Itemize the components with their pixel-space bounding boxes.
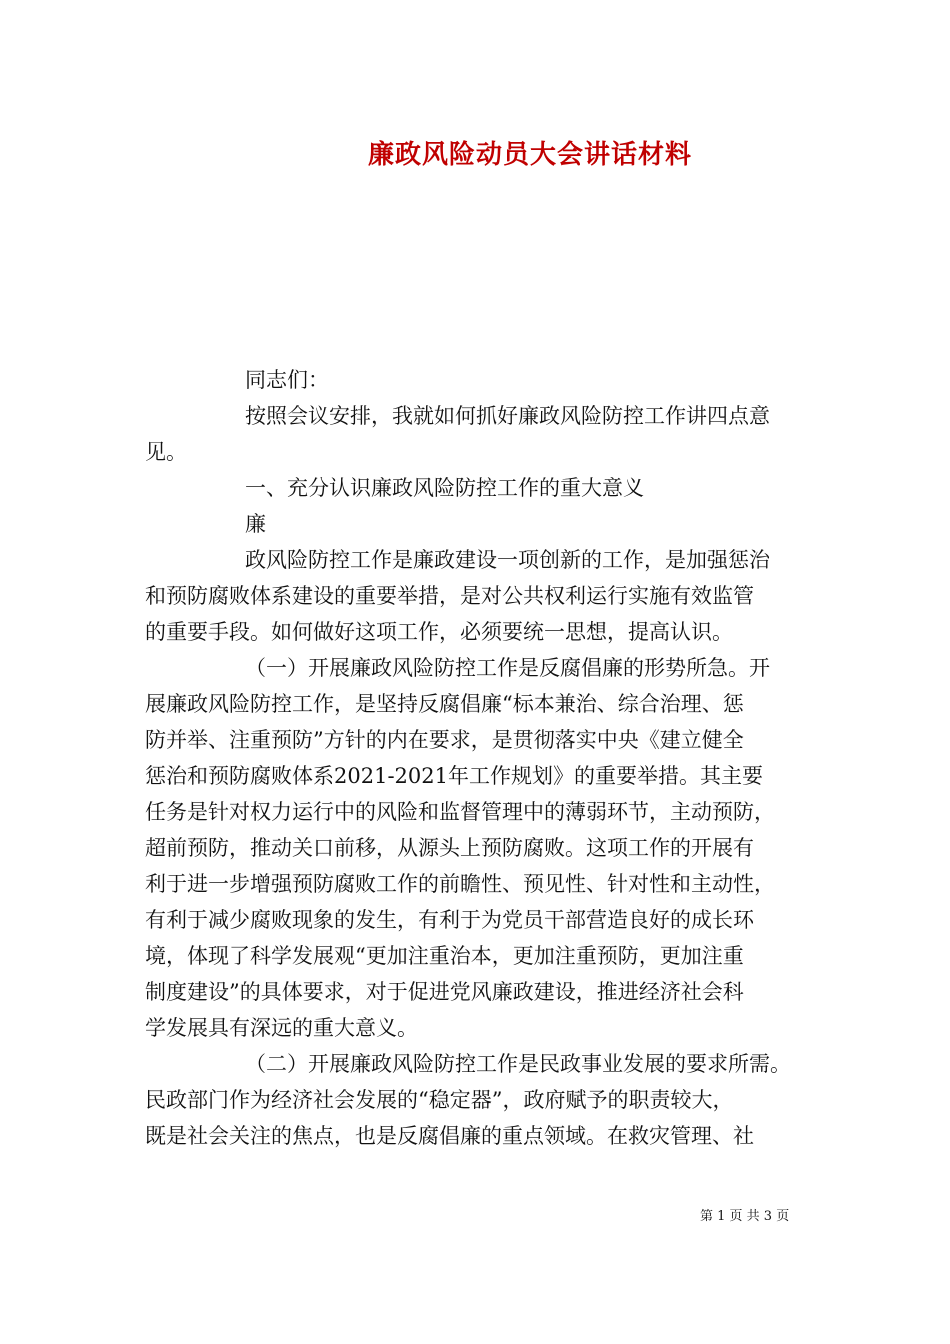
text-line: 的重要手段。如何做好这项工作，必须要统一思想，提高认识。 <box>145 620 733 644</box>
text-line: 惩治和预防腐败体系2021-2021年工作规划》的重要举措。其主要 <box>145 764 763 788</box>
text-line: （二）开展廉政风险防控工作是民政事业发展的要求所需。 <box>245 1052 791 1076</box>
text-line: 既是社会关注的焦点，也是反腐倡廉的重点领域。在救灾管理、社 <box>145 1124 754 1148</box>
document-title: 廉政风险动员大会讲话材料 <box>367 140 692 170</box>
text-line: 境，体现了科学发展观“更加注重治本，更加注重预防，更加注重 <box>145 944 744 968</box>
text-line: 有利于减少腐败现象的发生，有利于为党员干部营造良好的成长环 <box>145 908 754 932</box>
text-line: 超前预防，推动关口前移，从源头上预防腐败。这项工作的开展有 <box>145 836 754 860</box>
text-line: 按照会议安排，我就如何抓好廉政风险防控工作讲四点意 <box>245 404 770 428</box>
text-line: 和预防腐败体系建设的重要举措，是对公共权利运行实施有效监管 <box>145 584 754 608</box>
text-line: 任务是针对权力运行中的风险和监督管理中的薄弱环节，主动预防， <box>145 800 775 824</box>
text-line: 学发展具有深远的重大意义。 <box>145 1016 418 1040</box>
text-line: 展廉政风险防控工作，是坚持反腐倡廉“标本兼治、综合治理、惩 <box>145 692 744 716</box>
text-line: 制度建设”的具体要求，对于促进党风廉政建设，推进经济社会科 <box>145 980 744 1004</box>
text-line: 见。 <box>145 440 187 464</box>
page-number: 第 1 页 共 3 页 <box>700 1209 790 1224</box>
text-line: 廉 <box>245 512 266 536</box>
text-line: 民政部门作为经济社会发展的“稳定器”，政府赋予的职责较大， <box>145 1088 734 1112</box>
text-line: 一、充分认识廉政风险防控工作的重大意义 <box>245 476 644 500</box>
text-line: 政风险防控工作是廉政建设一项创新的工作，是加强惩治 <box>245 548 770 572</box>
text-line: 防并举、注重预防”方针的内在要求，是贯彻落实中央《建立健全 <box>145 728 744 752</box>
text-line: 同志们： <box>245 368 329 392</box>
text-line: （一）开展廉政风险防控工作是反腐倡廉的形势所急。开 <box>245 656 770 680</box>
text-line: 利于进一步增强预防腐败工作的前瞻性、预见性、针对性和主动性， <box>145 872 775 896</box>
